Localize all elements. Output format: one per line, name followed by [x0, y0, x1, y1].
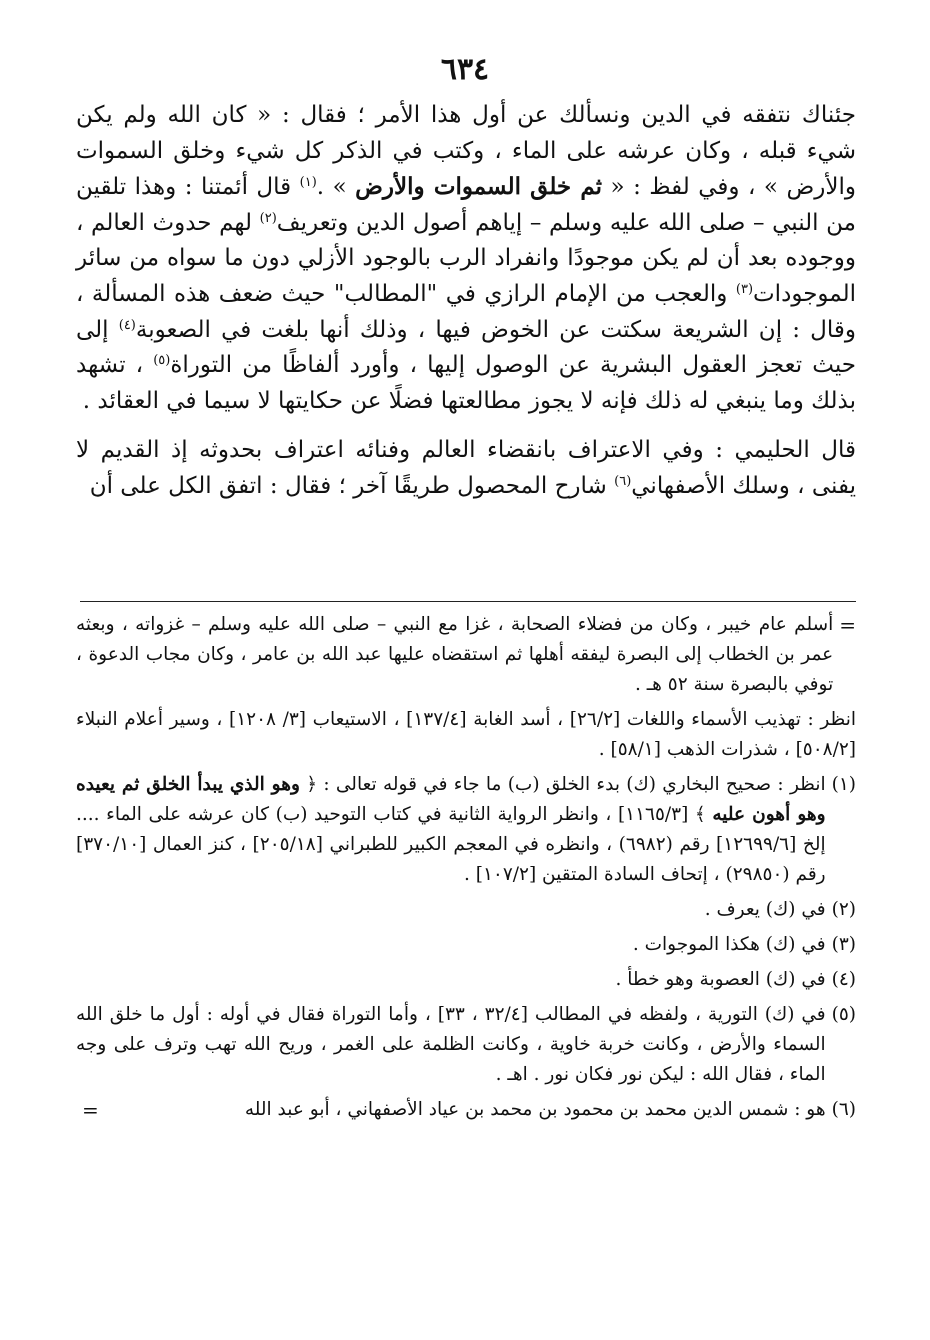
- footnote-3: [76, 930, 856, 960]
- footnote-1: [76, 770, 856, 890]
- footnote-references: [76, 705, 856, 765]
- footnote-5-number: (٥): [831, 1004, 856, 1025]
- text-run: انظر : صحيح البخاري (ك) بدء الخلق (ب) ما جاء في قوله تعالى : ﴿: [299, 774, 826, 795]
- footnotes: [76, 610, 856, 1130]
- footnote-marker: (٦): [614, 473, 632, 489]
- footnote-5: [76, 1000, 856, 1090]
- text-run: إلى حيث تعجز العقول البشرية عن الوصول إليها ، وأورد ألفاظًا من التوراة: [76, 316, 857, 379]
- page-number: ٦٣٤: [440, 52, 490, 87]
- footnote-marker: (٢): [259, 210, 277, 226]
- text-run: ﴾ [١١٦٥/٣] ، وانظر الرواية الثانية في كتاب التوحيد (ب) كان عرشه على الماء .... إلخ [١٢٦٩٩/٦] رقم (٦٩٨٢) ، وانظره في المعجم الكبير للطبراني [٢٠٥/١٨] ، كنز العمال [٣٧٠/١٠] رقم (٢٩٨٥٠) ، إتحاف السادة المتقين [١٠٧/٢] .: [76, 804, 826, 885]
- footnote-marker: (٥): [153, 353, 171, 369]
- footnote-6-text: هو : شمس الدين محمد بن محمود بن محمد بن عياد الأصفهاني ، أبو عبد الله: [244, 1099, 826, 1120]
- text-run: » .: [316, 174, 356, 201]
- footnote-3-number: (٣): [831, 934, 856, 955]
- bold-text: ثم خلق السموات والأرض: [355, 173, 603, 201]
- continuation-text: أسلم عام خيبر ، وكان من فضلاء الصحابة ، غزا مع النبي – صلى الله عليه وسلم – غزواته ، وبعثه عمر بن الخطاب إلى البصرة ليفقه أهلها ثم استقضاه عليها عبد الله بن عامر ، وكان مجاب الدعوة ، توفي بالبصرة سنة ٥٢ هـ .: [76, 614, 834, 695]
- footnote-2-text: في (ك) يعرف .: [704, 899, 826, 920]
- text-run: لهم حدوث العالم ، ووجوده بعد أن لم يكن موجودًا وانفراد الرب بالوجود الأزلي دون ما سواه من سائر الموجودات: [76, 209, 856, 307]
- footnote-5-text: في (ك) التورية ، ولفظه في المطالب [٣٢/٤ ، ٣٣] ، وأما التوراة فقال في أوله : أول ما خلق الله السماء والأرض ، وكانت خربة خاوية ، وكانت الظلمة على الغمر ، وريح الله تهب وترف على وجه الماء ، فقال الله : ليكن نور فكان نور . اهـ .: [76, 1004, 826, 1085]
- text-run: قال أئمتنا : وهذا تلقين من النبي – صلى الله عليه وسلم – إياهم أصول الدين وتعريف: [76, 174, 856, 236]
- footnote-marker: (٣): [735, 281, 754, 297]
- main-text: [76, 98, 856, 505]
- text-run: قال الحليمي : وفي الاعتراف بانقضاء العالم وفنائه اعتراف بحدوثه إذ القديم لا يفنى ، وسلك الأصفهاني: [76, 437, 856, 499]
- footnote-4-text: في (ك) العصوبة وهو خطأ .: [615, 969, 826, 990]
- footnote-marker: (١): [299, 175, 317, 191]
- footnote-1-text: [76, 770, 826, 890]
- main-paragraph-1: [76, 98, 856, 419]
- footnote-2-number: (٢): [831, 899, 856, 920]
- bold-text: وهو الذي يبدأ الخلق ثم يعيده وهو أهون عليه: [76, 774, 826, 825]
- main-paragraph-2: [76, 433, 856, 504]
- text-run: ، تشهد بذلك وما ينبغي له ذلك فإنه لا يجوز مطالعتها فضلًا عن حكايتها لا سيما في العقائد .: [76, 352, 856, 414]
- references-text: انظر : تهذيب الأسماء واللغات [٢٦/٢] ، أسد الغابة [١٣٧/٤] ، الاستيعاب [٣/ ١٢٠٨] ، وسير أعلام النبلاء [٥٠٨/٢] ، شذرات الذهب [٥٨/١] .: [76, 709, 856, 760]
- footnote-2: [76, 895, 856, 925]
- continuation-marker: =: [839, 613, 856, 637]
- footnote-separator: [80, 601, 856, 602]
- footnote-4-number: (٤): [831, 969, 856, 990]
- footnote-3-text: في (ك) هكذا الموجوات .: [632, 934, 826, 955]
- text-run: شارح المحصول طريقًا آخر ؛ فقال : اتفق الكل على أن: [89, 472, 615, 499]
- footnote-6-text-wrap: [76, 1095, 826, 1125]
- footnote-marker: (٤): [118, 317, 136, 333]
- text-run: جئناك نتفقه في الدين ونسألك عن أول هذا الأمر ؛ فقال : « كان الله ولم يكن شيء قبله ، وكان عرشه على الماء ، وكتب في الذكر كل شيء وخلق السموات والأرض » ، وفي لفظ : «: [76, 102, 856, 201]
- footnote-4: [76, 965, 856, 995]
- continuation-marker-next: =: [82, 1098, 99, 1122]
- footnote-6: [76, 1095, 856, 1125]
- footnote-continuation: [76, 610, 856, 700]
- text-run: والعجب من الإمام الرازي في "المطالب" حيث ضعف هذه المسألة ، وقال : إن الشريعة سكتت عن الخوض فيها ، وذلك أنها بلغت في الصعوبة: [76, 280, 856, 343]
- footnote-6-number: (٦): [831, 1099, 856, 1120]
- footnote-1-number: (١): [831, 774, 856, 795]
